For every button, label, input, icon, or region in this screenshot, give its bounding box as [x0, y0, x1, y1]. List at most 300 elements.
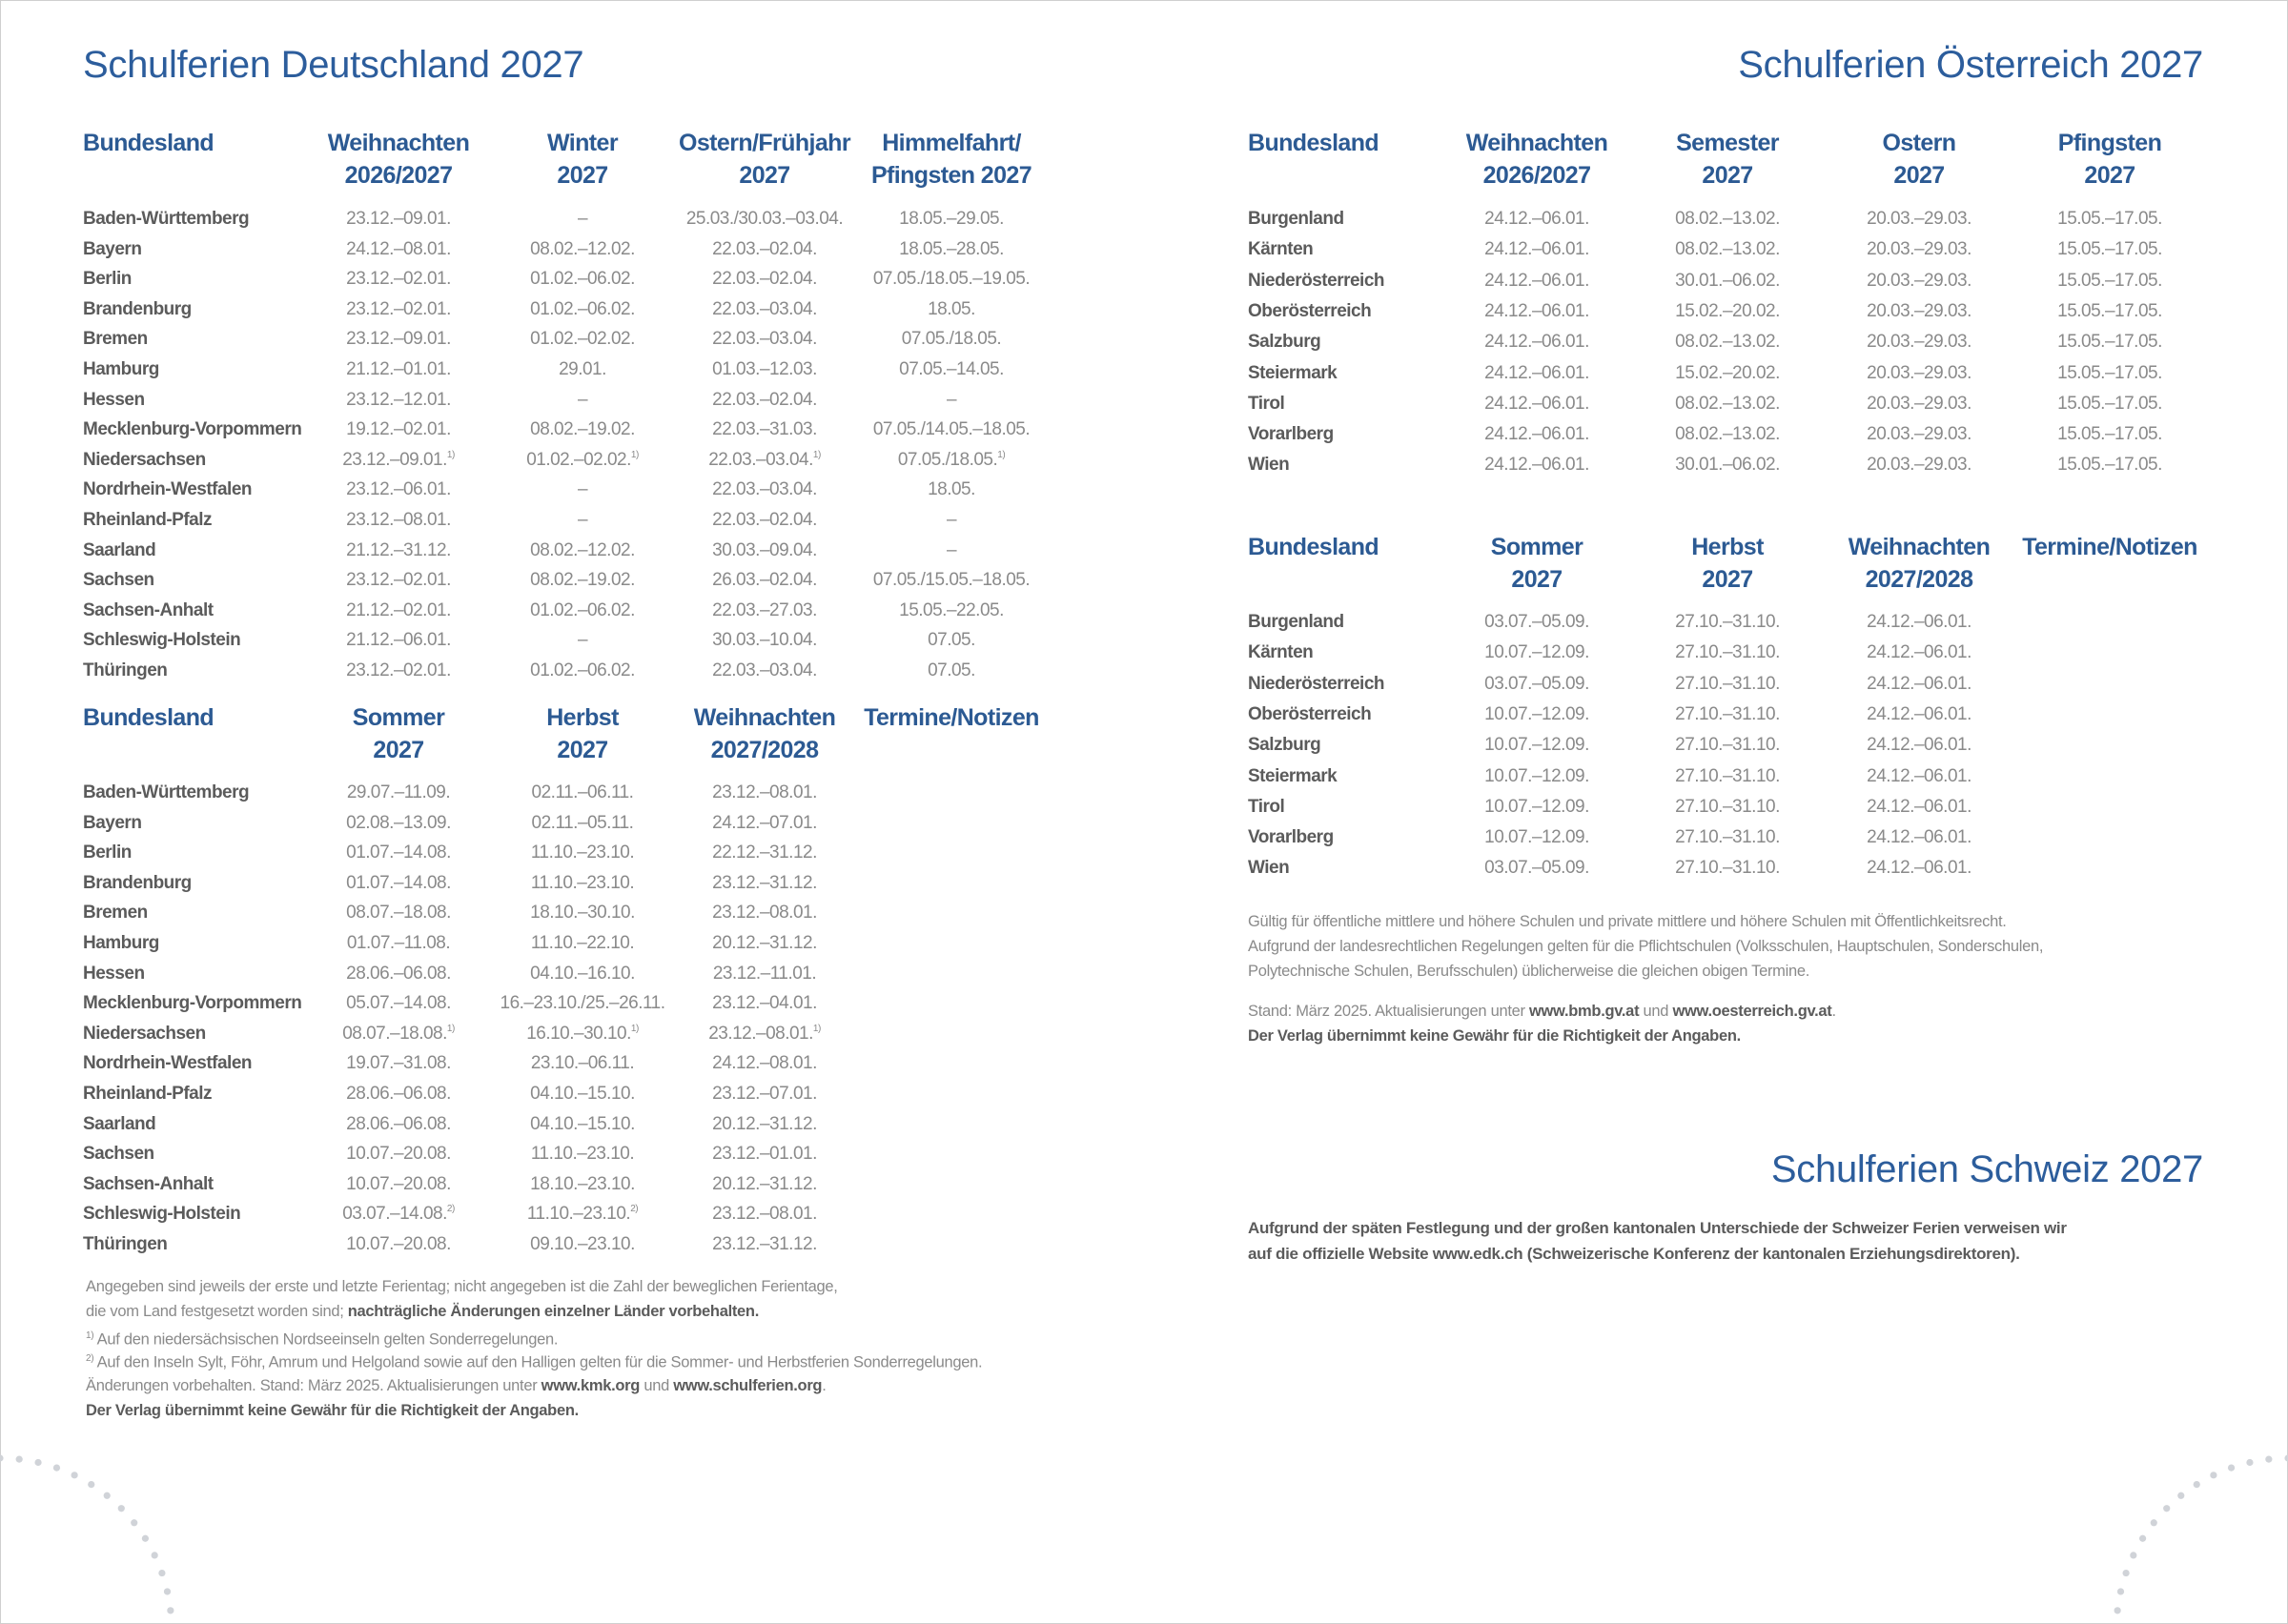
date-value: 30.01.–06.02. [1675, 455, 1780, 476]
date-cell [622, 1024, 908, 1045]
date-value: 07.05.–14.05. [899, 359, 1004, 379]
date-cell [808, 600, 1094, 621]
date-value: 23.12.–08.01. [346, 510, 451, 530]
date-value: 24.12.–06.01. [1867, 735, 1971, 756]
date-value: 09.10.–23.10. [530, 1234, 635, 1254]
column-header: Weihnachten 2026/2027 [327, 130, 470, 189]
date-cell [622, 782, 908, 803]
date-value: 10.07.–12.09. [1484, 827, 1589, 848]
decoration-dot [2177, 1492, 2184, 1499]
date-value: 07.05./18.05.–19.05. [872, 269, 1031, 290]
date-cell [1776, 674, 2062, 695]
date-value: 08.02.–13.02. [1675, 393, 1780, 414]
row-label: Bayern [83, 238, 142, 259]
date-cell [622, 993, 908, 1014]
date-value: 24.12.–06.01. [1484, 424, 1589, 445]
decoration-dot [2210, 1472, 2216, 1478]
date-value: 15.05.–17.05. [2057, 362, 2162, 383]
date-value: 23.12.–02.01. [346, 660, 451, 680]
column-header: Semester 2027 [1676, 130, 1779, 189]
row-label: Baden-Württemberg [83, 209, 250, 229]
row-label: Sachsen-Anhalt [83, 1173, 214, 1194]
column-header: Bundesland [83, 130, 214, 156]
date-value: 07.05./18.05. [897, 449, 998, 470]
decoration-dot [2194, 1481, 2200, 1488]
decoration-dot [34, 1459, 41, 1466]
date-value: 08.02.–19.02. [530, 570, 635, 591]
date-value: 04.10.–15.10. [530, 1113, 635, 1134]
date-value: 22.03.–02.04. [712, 269, 817, 290]
date-value: 23.12.–04.01. [712, 993, 817, 1014]
date-value: 30.03.–10.04. [712, 630, 817, 651]
date-cell [1776, 612, 2062, 633]
decoration-dot [2151, 1519, 2157, 1526]
column-header: Winter 2027 [547, 130, 618, 189]
row-label: Thüringen [83, 1234, 168, 1254]
date-value: 19.12.–02.01. [346, 419, 451, 440]
row-label: Rheinland-Pfalz [83, 1084, 213, 1104]
date-value: 10.07.–20.08. [346, 1234, 451, 1254]
date-value: 27.10.–31.10. [1675, 858, 1780, 879]
date-value: 15.05.–17.05. [2057, 332, 2162, 353]
date-value: 07.05. [928, 660, 975, 680]
row-label: Sachsen [83, 570, 154, 591]
date-value: 21.12.–02.01. [346, 599, 451, 620]
date-value: 08.02.–13.02. [1675, 209, 1780, 229]
row-label: Niederösterreich [1248, 673, 1385, 694]
date-value: – [577, 510, 588, 530]
date-value: 18.05. [928, 479, 975, 500]
decoration-dot [88, 1481, 94, 1488]
date-value: 03.07.–05.09. [1484, 612, 1589, 632]
date-value: 18.10.–30.10. [530, 903, 635, 924]
date-cell [1776, 827, 2062, 848]
date-value: 01.03.–12.03. [712, 359, 817, 379]
date-value: 03.07.–05.09. [1484, 858, 1589, 879]
date-value: 07.05. [928, 630, 975, 651]
date-cell [808, 390, 1094, 411]
date-value: 05.07.–14.08. [346, 993, 451, 1014]
date-value: 22.03.–03.04. [712, 329, 817, 350]
date-value: 10.07.–12.09. [1484, 796, 1589, 817]
row-label: Thüringen [83, 660, 168, 680]
date-cell [1776, 858, 2062, 879]
date-cell [622, 1053, 908, 1074]
date-value: 11.10.–22.10. [530, 933, 635, 953]
date-value: 24.12.–06.01. [1867, 612, 1971, 632]
footnote-mark: 2) [446, 1204, 455, 1215]
date-value: 18.05. [928, 298, 975, 319]
row-label: Salzburg [1248, 735, 1321, 756]
date-value: 15.05.–17.05. [2057, 270, 2162, 291]
date-value: 24.12.–06.01. [1484, 332, 1589, 353]
date-value: 27.10.–31.10. [1675, 642, 1780, 663]
row-label: Berlin [83, 269, 132, 290]
date-value: 10.07.–12.09. [1484, 735, 1589, 756]
note-text: . [1831, 1003, 1836, 1020]
footnote-text: Auf den niedersächsischen Nordseeinseln gelten Sonderregelungen. [93, 1330, 559, 1349]
date-value: 02.11.–06.11. [531, 782, 634, 802]
decoration-dot [71, 1472, 77, 1478]
row-label: Oberösterreich [1248, 703, 1372, 724]
date-value: 20.03.–29.03. [1867, 332, 1971, 353]
date-value: 24.12.–06.01. [1867, 827, 1971, 848]
date-value: – [577, 389, 588, 410]
date-value: – [577, 630, 588, 651]
note-text: die vom Land festgesetzt worden sind; [86, 1303, 348, 1320]
date-value: 22.12.–31.12. [712, 842, 817, 863]
footnote-mark: 1) [997, 449, 1006, 460]
switzerland-text-line: Aufgrund der späten Festlegung und der großen kantonalen Unterschiede der Schweizer Ferien verweisen wir [1248, 1219, 2067, 1237]
date-value: 02.08.–13.09. [346, 812, 451, 833]
date-value: 01.07.–11.08. [346, 933, 451, 953]
row-label: Nordrhein-Westfalen [83, 1053, 253, 1074]
date-value: 15.05.–17.05. [2057, 209, 2162, 229]
date-value: 15.02.–20.02. [1675, 362, 1780, 383]
date-value: 08.02.–12.02. [530, 238, 635, 259]
footnote-mark: 2) [630, 1204, 639, 1215]
date-value: 22.03.–03.04. [712, 660, 817, 680]
date-value: 24.12.–06.01. [1484, 362, 1589, 383]
date-cell [622, 1084, 908, 1105]
row-label: Niedersachsen [83, 1023, 206, 1044]
note-text: und [1639, 1003, 1673, 1020]
date-value: 24.12.–06.01. [1484, 300, 1589, 321]
decoration-dot [167, 1607, 174, 1614]
note-bold: nachträgliche Änderungen einzelner Länder vorbehalten. [347, 1303, 759, 1320]
date-value: 18.05.–28.05. [899, 238, 1004, 259]
date-cell [1967, 455, 2253, 476]
date-value: 01.02.–06.02. [530, 660, 635, 680]
date-value: 23.12.–07.01. [712, 1084, 817, 1104]
date-value: 03.07.–14.08. [342, 1204, 447, 1225]
date-cell [1967, 424, 2253, 445]
date-value: 23.12.–08.01. [712, 1204, 817, 1225]
column-header: Sommer 2027 [1490, 534, 1583, 593]
date-value: 24.12.–06.01. [1484, 270, 1589, 291]
date-value: 10.07.–12.09. [1484, 703, 1589, 724]
date-cell [1776, 642, 2062, 663]
note-line [86, 1299, 759, 1324]
date-value: – [946, 539, 957, 560]
date-cell [1776, 735, 2062, 756]
date-value: 20.03.–29.03. [1867, 424, 1971, 445]
date-value: 28.06.–06.08. [346, 1113, 451, 1134]
row-label: Nordrhein-Westfalen [83, 479, 253, 500]
date-value: 24.12.–06.01. [1867, 642, 1971, 663]
column-header: Termine/Notizen [864, 704, 1039, 731]
date-value: 23.12.–02.01. [346, 269, 451, 290]
date-cell [622, 933, 908, 954]
date-value: 29.01. [559, 359, 606, 379]
date-cell [1776, 766, 2062, 787]
row-label: Berlin [83, 842, 132, 863]
date-value: 08.02.–13.02. [1675, 332, 1780, 353]
date-value: 20.03.–29.03. [1867, 393, 1971, 414]
date-value: 15.05.–17.05. [2057, 424, 2162, 445]
date-value: 23.12.–02.01. [346, 298, 451, 319]
row-label: Schleswig-Holstein [83, 630, 241, 651]
date-cell [622, 1204, 908, 1225]
column-header: Weihnachten 2027/2028 [1848, 534, 1991, 593]
date-cell [622, 813, 908, 834]
row-label: Bremen [83, 329, 148, 350]
date-value: 11.10.–23.10. [526, 1204, 631, 1225]
note-text: und [640, 1377, 674, 1394]
date-value: 19.07.–31.08. [346, 1053, 451, 1074]
date-cell [808, 299, 1094, 320]
disclaimer-text: Der Verlag übernimmt keine Gewähr für die Richtigkeit der Angaben. [86, 1402, 579, 1419]
date-value: 15.05.–17.05. [2057, 300, 2162, 321]
row-label: Brandenburg [83, 872, 192, 893]
footnote-mark: 2) [86, 1353, 94, 1364]
date-value: 27.10.–31.10. [1675, 673, 1780, 694]
date-value: 07.05./14.05.–18.05. [872, 419, 1031, 440]
date-value: 28.06.–06.08. [346, 963, 451, 984]
row-label: Schleswig-Holstein [83, 1204, 241, 1225]
date-value: 23.12.–09.01. [346, 329, 451, 350]
date-value: 24.12.–06.01. [1867, 765, 1971, 786]
date-value: 30.03.–09.04. [712, 539, 817, 560]
decoration-dot [16, 1456, 23, 1463]
footnote-mark: 1) [812, 1023, 821, 1034]
decoration-dot [53, 1465, 60, 1472]
decoration-dot [142, 1535, 149, 1542]
row-label: Burgenland [1248, 209, 1344, 229]
footnote-mark: 1) [86, 1330, 94, 1341]
date-value: 21.12.–01.01. [346, 359, 451, 379]
date-value: 01.02.–06.02. [530, 298, 635, 319]
date-value: 01.02.–06.02. [530, 269, 635, 290]
date-cell [622, 1174, 908, 1195]
date-value: 03.07.–05.09. [1484, 673, 1589, 694]
row-label: Hamburg [83, 933, 159, 953]
date-value: 10.07.–12.09. [1484, 765, 1589, 786]
date-value: 01.07.–14.08. [346, 872, 451, 893]
date-value: 01.02.–06.02. [530, 599, 635, 620]
date-value: – [577, 209, 588, 229]
date-value: 20.03.–29.03. [1867, 300, 1971, 321]
decoration-dot [104, 1492, 111, 1499]
decoration-dot [2284, 1454, 2288, 1461]
footnote-text: Auf den Inseln Sylt, Föhr, Amrum und Helgoland sowie auf den Halligen gelten für die Sommer- und Herbstferien Sonderregelungen. [93, 1353, 983, 1371]
decoration-dot [2123, 1570, 2130, 1576]
date-cell [1967, 271, 2253, 292]
date-value: 27.10.–31.10. [1675, 612, 1780, 632]
date-value: 24.12.–06.01. [1867, 796, 1971, 817]
date-value: 28.06.–06.08. [346, 1084, 451, 1104]
note-line: Aufgrund der landesrechtlichen Regelungen gelten für die Pflichtschulen (Volksschulen, Hauptschulen, Sonderschulen, [1248, 938, 2044, 955]
date-value: 15.05.–17.05. [2057, 393, 2162, 414]
row-label: Salzburg [1248, 332, 1321, 353]
date-value: 08.02.–13.02. [1675, 239, 1780, 260]
date-cell [1967, 209, 2253, 230]
link-bmb[interactable]: www.bmb.gv.at [1528, 1003, 1640, 1020]
row-label: Saarland [83, 1113, 156, 1134]
column-header: Weihnachten 2026/2027 [1465, 130, 1608, 189]
date-value: 22.03.–02.04. [712, 238, 817, 259]
date-value: 24.12.–08.01. [712, 1053, 817, 1074]
germany-title: Schulferien Deutschland 2027 [83, 44, 584, 86]
decoration-dot [2265, 1456, 2272, 1463]
date-cell [1776, 704, 2062, 725]
date-value: 01.02.–02.02. [526, 449, 631, 470]
note-text: . [822, 1377, 827, 1394]
column-header: Sommer 2027 [352, 704, 445, 763]
switzerland-text-line: auf die offizielle Website www.edk.ch (Schweizerische Konferenz der kantonalen Erziehungsdirektoren). [1248, 1245, 2020, 1263]
column-header: Herbst 2027 [546, 704, 619, 763]
date-value: 11.10.–23.10. [530, 872, 635, 893]
row-label: Mecklenburg-Vorpommern [83, 419, 302, 440]
link-kmk[interactable]: www.kmk.org [541, 1377, 641, 1394]
disclaimer [86, 1398, 579, 1423]
column-header: Bundesland [1248, 130, 1379, 156]
date-value: 23.12.–08.01. [712, 903, 817, 924]
date-value: 23.12.–31.12. [712, 1234, 817, 1254]
date-value: 20.03.–29.03. [1867, 239, 1971, 260]
date-value: 22.03.–03.04. [708, 449, 813, 470]
date-value: 23.12.–08.01. [708, 1023, 813, 1044]
row-label: Bayern [83, 812, 142, 833]
date-cell [808, 450, 1094, 471]
date-value: 08.02.–12.02. [530, 539, 635, 560]
date-value: 20.12.–31.12. [712, 1113, 817, 1134]
row-label: Tirol [1248, 796, 1285, 817]
date-value: 27.10.–31.10. [1675, 796, 1780, 817]
date-value: 27.10.–31.10. [1675, 765, 1780, 786]
date-value: 27.10.–31.10. [1675, 827, 1780, 848]
row-label: Burgenland [1248, 612, 1344, 632]
date-value: 08.07.–18.08. [346, 903, 451, 924]
date-value: 11.10.–23.10. [530, 842, 635, 863]
note-text: Angegeben sind jeweils der erste und letzte Ferientag; nicht angegeben ist die Zahl der beweglichen Ferientage, [86, 1278, 838, 1295]
date-value: 22.03.–03.04. [712, 479, 817, 500]
link-oesterreich[interactable]: www.oesterreich.gv.at [1672, 1003, 1832, 1020]
column-header: Herbst 2027 [1691, 534, 1764, 593]
date-cell [808, 479, 1094, 500]
date-value: 15.05.–17.05. [2057, 455, 2162, 476]
date-value: 26.03.–02.04. [712, 570, 817, 591]
date-cell [622, 1144, 908, 1165]
row-label: Brandenburg [83, 298, 192, 319]
date-value: 24.12.–08.01. [346, 238, 451, 259]
date-value: 23.12.–06.01. [346, 479, 451, 500]
date-value: 24.12.–06.01. [1484, 455, 1589, 476]
note-text: Änderungen vorbehalten. Stand: März 2025. Aktualisierungen unter [86, 1377, 541, 1394]
date-value: 20.03.–29.03. [1867, 362, 1971, 383]
column-header: Weihnachten 2027/2028 [693, 704, 836, 763]
decoration-dot [2130, 1552, 2136, 1558]
date-cell [622, 964, 908, 985]
row-label: Bremen [83, 903, 148, 924]
decoration-dot [164, 1588, 171, 1594]
decoration-dot [2246, 1459, 2253, 1466]
date-value: 24.12.–06.01. [1484, 239, 1589, 260]
row-label: Wien [1248, 455, 1290, 476]
date-cell [622, 903, 908, 924]
date-cell [1967, 394, 2253, 415]
date-cell [1967, 301, 2253, 322]
row-label: Hessen [83, 389, 145, 410]
decoration-dot [118, 1505, 125, 1512]
date-value: 20.12.–31.12. [712, 1173, 817, 1194]
decoration-dot [0, 1454, 4, 1461]
row-label: Kärnten [1248, 642, 1314, 663]
date-value: 10.07.–20.08. [346, 1144, 451, 1165]
decoration-dot [2139, 1535, 2146, 1542]
date-value: 22.03.–02.04. [712, 510, 817, 530]
decoration-dot [2114, 1607, 2121, 1614]
row-label: Niedersachsen [83, 449, 206, 470]
date-cell [1967, 239, 2253, 260]
date-value: 15.02.–20.02. [1675, 300, 1780, 321]
column-header: Bundesland [83, 704, 214, 731]
link-schulferien[interactable]: www.schulferien.org [673, 1377, 823, 1394]
date-value: 23.10.–06.11. [530, 1053, 635, 1074]
stand-line [1248, 999, 1836, 1024]
row-label: Vorarlberg [1248, 424, 1334, 445]
row-label: Steiermark [1248, 362, 1338, 383]
footnote-mark: 1) [812, 449, 821, 460]
date-value: 11.10.–23.10. [530, 1144, 635, 1165]
column-header: Ostern 2027 [1882, 130, 1956, 189]
column-header: Termine/Notizen [2022, 534, 2197, 560]
row-label: Niederösterreich [1248, 270, 1385, 291]
date-value: 24.12.–06.01. [1867, 703, 1971, 724]
stand-line [86, 1373, 827, 1398]
date-value: 16.–23.10./25.–26.11. [500, 993, 665, 1014]
date-cell [808, 359, 1094, 380]
column-header: Bundesland [1248, 534, 1379, 560]
date-value: 27.10.–31.10. [1675, 703, 1780, 724]
date-cell [808, 269, 1094, 290]
date-cell [622, 1234, 908, 1255]
date-value: 21.12.–06.01. [346, 630, 451, 651]
date-value: 20.03.–29.03. [1867, 270, 1971, 291]
date-value: 01.02.–02.02. [530, 329, 635, 350]
row-label: Sachsen [83, 1144, 154, 1165]
date-value: 16.10.–30.10. [526, 1023, 631, 1044]
date-cell [622, 1114, 908, 1135]
column-header: Himmelfahrt/ Pfingsten 2027 [870, 130, 1032, 189]
row-label: Baden-Württemberg [83, 782, 250, 802]
date-value: 02.11.–05.11. [531, 812, 634, 833]
date-value: 08.02.–13.02. [1675, 424, 1780, 445]
decoration-dot [131, 1519, 137, 1526]
date-cell [808, 419, 1094, 440]
date-value: 23.12.–01.01. [712, 1144, 817, 1165]
date-value: 18.05.–29.05. [899, 209, 1004, 229]
row-label: Steiermark [1248, 765, 1338, 786]
date-value: 23.12.–09.01. [346, 209, 451, 229]
date-value: 23.12.–08.01. [712, 782, 817, 802]
footnote-mark: 1) [630, 1023, 639, 1034]
date-value: 30.01.–06.02. [1675, 270, 1780, 291]
date-value: 15.05.–17.05. [2057, 239, 2162, 260]
date-value: 07.05./18.05. [901, 329, 1002, 350]
date-value: 18.10.–23.10. [530, 1173, 635, 1194]
date-value: 22.03.–27.03. [712, 599, 817, 620]
row-label: Wien [1248, 858, 1290, 879]
footnote-2 [86, 1347, 982, 1375]
footnote-mark: 1) [446, 1023, 455, 1034]
date-value: 01.07.–14.08. [346, 842, 451, 863]
date-cell [622, 873, 908, 894]
date-cell [1776, 797, 2062, 818]
note-line: Polytechnische Schulen, Berufsschulen) üblicherweise die gleichen obigen Termine. [1248, 963, 1810, 980]
date-value: 04.10.–16.10. [530, 963, 635, 984]
date-value: 27.10.–31.10. [1675, 735, 1780, 756]
